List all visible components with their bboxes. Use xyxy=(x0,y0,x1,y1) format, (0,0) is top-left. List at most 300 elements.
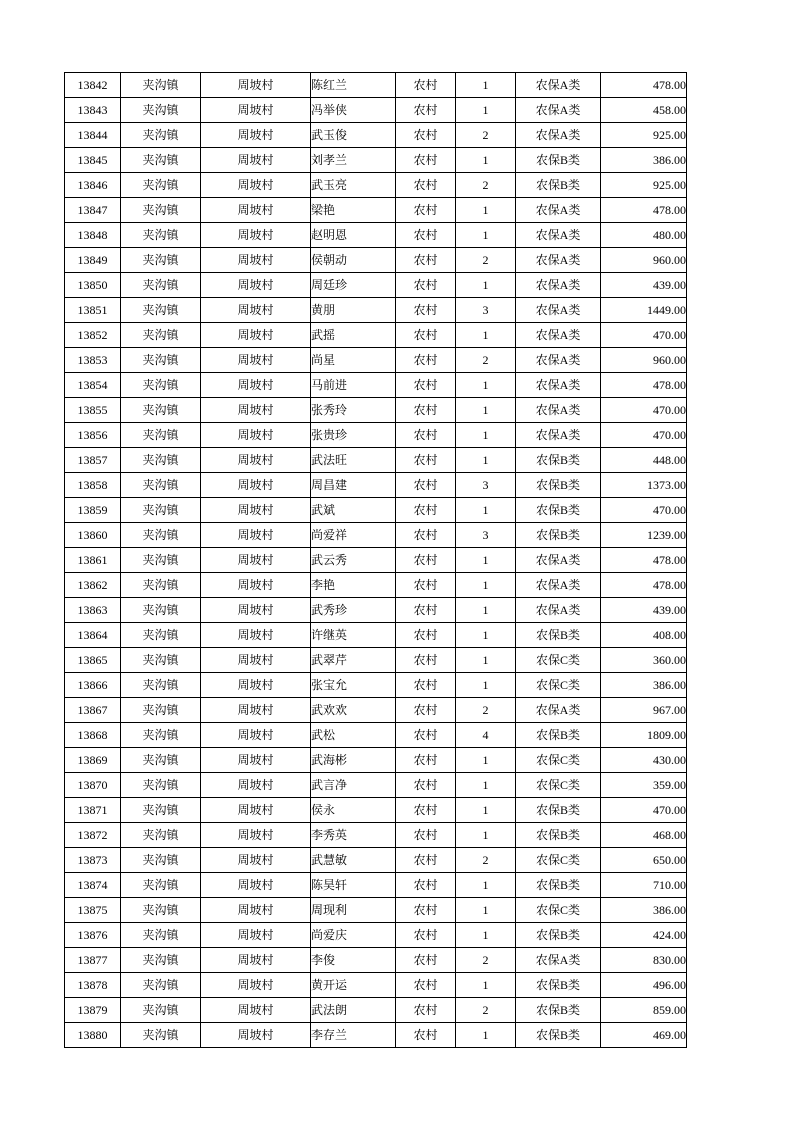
count-cell: 4 xyxy=(456,723,516,748)
table-row xyxy=(65,648,687,673)
category-cell: 农村 xyxy=(396,798,456,823)
name-cell: 陈红兰 xyxy=(311,73,396,98)
id-cell: 13850 xyxy=(65,273,121,298)
town-cell: 夹沟镇 xyxy=(121,723,201,748)
insurance-type-cell: 农保A类 xyxy=(516,248,601,273)
category-cell: 农村 xyxy=(396,548,456,573)
insurance-type-cell: 农保B类 xyxy=(516,523,601,548)
name-cell: 武玉亮 xyxy=(311,173,396,198)
insurance-type-cell: 农保B类 xyxy=(516,798,601,823)
amount-cell: 386.00 xyxy=(601,148,687,173)
town-cell: 夹沟镇 xyxy=(121,448,201,473)
name-cell: 武秀珍 xyxy=(311,598,396,623)
table-row xyxy=(65,223,687,248)
town-cell: 夹沟镇 xyxy=(121,598,201,623)
name-cell: 李秀英 xyxy=(311,823,396,848)
amount-cell: 650.00 xyxy=(601,848,687,873)
village-cell: 周坡村 xyxy=(201,648,311,673)
amount-cell: 1239.00 xyxy=(601,523,687,548)
category-cell: 农村 xyxy=(396,573,456,598)
category-cell: 农村 xyxy=(396,123,456,148)
insurance-type-cell: 农保B类 xyxy=(516,448,601,473)
table-row xyxy=(65,873,687,898)
amount-cell: 469.00 xyxy=(601,1023,687,1048)
category-cell: 农村 xyxy=(396,823,456,848)
count-cell: 1 xyxy=(456,73,516,98)
amount-cell: 925.00 xyxy=(601,123,687,148)
village-cell: 周坡村 xyxy=(201,123,311,148)
count-cell: 3 xyxy=(456,523,516,548)
table-row xyxy=(65,948,687,973)
amount-cell: 710.00 xyxy=(601,873,687,898)
name-cell: 赵明恩 xyxy=(311,223,396,248)
id-cell: 13874 xyxy=(65,873,121,898)
category-cell: 农村 xyxy=(396,148,456,173)
amount-cell: 470.00 xyxy=(601,323,687,348)
town-cell: 夹沟镇 xyxy=(121,273,201,298)
village-cell: 周坡村 xyxy=(201,873,311,898)
insurance-type-cell: 农保A类 xyxy=(516,198,601,223)
category-cell: 农村 xyxy=(396,323,456,348)
insurance-type-cell: 农保B类 xyxy=(516,623,601,648)
id-cell: 13871 xyxy=(65,798,121,823)
insurance-type-cell: 农保B类 xyxy=(516,998,601,1023)
insurance-type-cell: 农保A类 xyxy=(516,948,601,973)
town-cell: 夹沟镇 xyxy=(121,423,201,448)
id-cell: 13869 xyxy=(65,748,121,773)
name-cell: 周现利 xyxy=(311,898,396,923)
insurance-type-cell: 农保B类 xyxy=(516,973,601,998)
village-cell: 周坡村 xyxy=(201,273,311,298)
village-cell: 周坡村 xyxy=(201,698,311,723)
count-cell: 2 xyxy=(456,173,516,198)
insurance-type-cell: 农保A类 xyxy=(516,548,601,573)
table-row xyxy=(65,98,687,123)
amount-cell: 458.00 xyxy=(601,98,687,123)
table-row xyxy=(65,173,687,198)
id-cell: 13845 xyxy=(65,148,121,173)
amount-cell: 470.00 xyxy=(601,498,687,523)
village-cell: 周坡村 xyxy=(201,73,311,98)
insurance-type-cell: 农保A类 xyxy=(516,98,601,123)
category-cell: 农村 xyxy=(396,998,456,1023)
amount-cell: 1373.00 xyxy=(601,473,687,498)
id-cell: 13876 xyxy=(65,923,121,948)
name-cell: 武翠芹 xyxy=(311,648,396,673)
id-cell: 13878 xyxy=(65,973,121,998)
insurance-type-cell: 农保B类 xyxy=(516,148,601,173)
town-cell: 夹沟镇 xyxy=(121,573,201,598)
village-cell: 周坡村 xyxy=(201,598,311,623)
id-cell: 13847 xyxy=(65,198,121,223)
category-cell: 农村 xyxy=(396,623,456,648)
name-cell: 张秀玲 xyxy=(311,398,396,423)
id-cell: 13853 xyxy=(65,348,121,373)
category-cell: 农村 xyxy=(396,273,456,298)
name-cell: 尚爱庆 xyxy=(311,923,396,948)
insurance-type-cell: 农保B类 xyxy=(516,873,601,898)
table-row xyxy=(65,73,687,98)
village-cell: 周坡村 xyxy=(201,198,311,223)
category-cell: 农村 xyxy=(396,948,456,973)
id-cell: 13848 xyxy=(65,223,121,248)
town-cell: 夹沟镇 xyxy=(121,648,201,673)
count-cell: 1 xyxy=(456,423,516,448)
count-cell: 1 xyxy=(456,148,516,173)
table-row xyxy=(65,823,687,848)
category-cell: 农村 xyxy=(396,248,456,273)
name-cell: 周昌建 xyxy=(311,473,396,498)
count-cell: 1 xyxy=(456,273,516,298)
category-cell: 农村 xyxy=(396,173,456,198)
beneficiary-table xyxy=(64,72,687,1048)
table-row xyxy=(65,1023,687,1048)
count-cell: 2 xyxy=(456,948,516,973)
amount-cell: 468.00 xyxy=(601,823,687,848)
name-cell: 尚爱祥 xyxy=(311,523,396,548)
name-cell: 冯举侠 xyxy=(311,98,396,123)
count-cell: 1 xyxy=(456,898,516,923)
village-cell: 周坡村 xyxy=(201,998,311,1023)
amount-cell: 925.00 xyxy=(601,173,687,198)
village-cell: 周坡村 xyxy=(201,773,311,798)
amount-cell: 478.00 xyxy=(601,198,687,223)
village-cell: 周坡村 xyxy=(201,573,311,598)
name-cell: 武云秀 xyxy=(311,548,396,573)
count-cell: 1 xyxy=(456,323,516,348)
table-row xyxy=(65,573,687,598)
amount-cell: 967.00 xyxy=(601,698,687,723)
name-cell: 马前进 xyxy=(311,373,396,398)
table-row xyxy=(65,848,687,873)
insurance-type-cell: 农保A类 xyxy=(516,323,601,348)
insurance-type-cell: 农保B类 xyxy=(516,823,601,848)
id-cell: 13873 xyxy=(65,848,121,873)
village-cell: 周坡村 xyxy=(201,98,311,123)
category-cell: 农村 xyxy=(396,773,456,798)
town-cell: 夹沟镇 xyxy=(121,398,201,423)
table-row xyxy=(65,598,687,623)
category-cell: 农村 xyxy=(396,973,456,998)
amount-cell: 480.00 xyxy=(601,223,687,248)
name-cell: 武松 xyxy=(311,723,396,748)
town-cell: 夹沟镇 xyxy=(121,873,201,898)
village-cell: 周坡村 xyxy=(201,623,311,648)
insurance-type-cell: 农保C类 xyxy=(516,648,601,673)
count-cell: 1 xyxy=(456,598,516,623)
category-cell: 农村 xyxy=(396,373,456,398)
table-row xyxy=(65,998,687,1023)
category-cell: 农村 xyxy=(396,448,456,473)
town-cell: 夹沟镇 xyxy=(121,173,201,198)
town-cell: 夹沟镇 xyxy=(121,773,201,798)
town-cell: 夹沟镇 xyxy=(121,473,201,498)
table-row xyxy=(65,973,687,998)
table-row xyxy=(65,923,687,948)
table-body xyxy=(65,73,687,1048)
category-cell: 农村 xyxy=(396,348,456,373)
town-cell: 夹沟镇 xyxy=(121,748,201,773)
table-row xyxy=(65,523,687,548)
insurance-type-cell: 农保C类 xyxy=(516,748,601,773)
table-row xyxy=(65,323,687,348)
count-cell: 1 xyxy=(456,98,516,123)
count-cell: 3 xyxy=(456,473,516,498)
category-cell: 农村 xyxy=(396,723,456,748)
category-cell: 农村 xyxy=(396,398,456,423)
insurance-type-cell: 农保C类 xyxy=(516,773,601,798)
town-cell: 夹沟镇 xyxy=(121,98,201,123)
amount-cell: 424.00 xyxy=(601,923,687,948)
town-cell: 夹沟镇 xyxy=(121,123,201,148)
amount-cell: 960.00 xyxy=(601,248,687,273)
insurance-type-cell: 农保A类 xyxy=(516,373,601,398)
village-cell: 周坡村 xyxy=(201,973,311,998)
town-cell: 夹沟镇 xyxy=(121,823,201,848)
id-cell: 13877 xyxy=(65,948,121,973)
amount-cell: 408.00 xyxy=(601,623,687,648)
town-cell: 夹沟镇 xyxy=(121,298,201,323)
name-cell: 张宝允 xyxy=(311,673,396,698)
category-cell: 农村 xyxy=(396,98,456,123)
amount-cell: 359.00 xyxy=(601,773,687,798)
village-cell: 周坡村 xyxy=(201,223,311,248)
count-cell: 2 xyxy=(456,998,516,1023)
village-cell: 周坡村 xyxy=(201,498,311,523)
count-cell: 1 xyxy=(456,1023,516,1048)
id-cell: 13857 xyxy=(65,448,121,473)
amount-cell: 430.00 xyxy=(601,748,687,773)
amount-cell: 1449.00 xyxy=(601,298,687,323)
count-cell: 1 xyxy=(456,223,516,248)
count-cell: 2 xyxy=(456,248,516,273)
insurance-type-cell: 农保B类 xyxy=(516,473,601,498)
town-cell: 夹沟镇 xyxy=(121,923,201,948)
insurance-type-cell: 农保B类 xyxy=(516,498,601,523)
id-cell: 13861 xyxy=(65,548,121,573)
amount-cell: 470.00 xyxy=(601,423,687,448)
town-cell: 夹沟镇 xyxy=(121,523,201,548)
id-cell: 13864 xyxy=(65,623,121,648)
category-cell: 农村 xyxy=(396,648,456,673)
town-cell: 夹沟镇 xyxy=(121,73,201,98)
table-row xyxy=(65,448,687,473)
category-cell: 农村 xyxy=(396,473,456,498)
amount-cell: 386.00 xyxy=(601,673,687,698)
insurance-type-cell: 农保A类 xyxy=(516,398,601,423)
count-cell: 1 xyxy=(456,923,516,948)
insurance-type-cell: 农保C类 xyxy=(516,673,601,698)
name-cell: 许继英 xyxy=(311,623,396,648)
town-cell: 夹沟镇 xyxy=(121,948,201,973)
id-cell: 13854 xyxy=(65,373,121,398)
amount-cell: 1809.00 xyxy=(601,723,687,748)
table-row xyxy=(65,473,687,498)
village-cell: 周坡村 xyxy=(201,673,311,698)
category-cell: 农村 xyxy=(396,223,456,248)
category-cell: 农村 xyxy=(396,198,456,223)
count-cell: 1 xyxy=(456,398,516,423)
town-cell: 夹沟镇 xyxy=(121,898,201,923)
table-row xyxy=(65,248,687,273)
amount-cell: 960.00 xyxy=(601,348,687,373)
name-cell: 黄朋 xyxy=(311,298,396,323)
table-row xyxy=(65,423,687,448)
id-cell: 13870 xyxy=(65,773,121,798)
table-row xyxy=(65,773,687,798)
count-cell: 1 xyxy=(456,773,516,798)
table-row xyxy=(65,198,687,223)
town-cell: 夹沟镇 xyxy=(121,248,201,273)
name-cell: 侯朝动 xyxy=(311,248,396,273)
category-cell: 农村 xyxy=(396,423,456,448)
name-cell: 李艳 xyxy=(311,573,396,598)
insurance-type-cell: 农保A类 xyxy=(516,73,601,98)
amount-cell: 360.00 xyxy=(601,648,687,673)
insurance-type-cell: 农保A类 xyxy=(516,123,601,148)
village-cell: 周坡村 xyxy=(201,823,311,848)
name-cell: 武摇 xyxy=(311,323,396,348)
id-cell: 13879 xyxy=(65,998,121,1023)
id-cell: 13875 xyxy=(65,898,121,923)
count-cell: 1 xyxy=(456,373,516,398)
id-cell: 13862 xyxy=(65,573,121,598)
table-row xyxy=(65,798,687,823)
village-cell: 周坡村 xyxy=(201,923,311,948)
count-cell: 1 xyxy=(456,623,516,648)
town-cell: 夹沟镇 xyxy=(121,373,201,398)
category-cell: 农村 xyxy=(396,1023,456,1048)
table-row xyxy=(65,123,687,148)
village-cell: 周坡村 xyxy=(201,848,311,873)
table-row xyxy=(65,373,687,398)
village-cell: 周坡村 xyxy=(201,348,311,373)
insurance-type-cell: 农保C类 xyxy=(516,848,601,873)
category-cell: 农村 xyxy=(396,523,456,548)
id-cell: 13860 xyxy=(65,523,121,548)
category-cell: 农村 xyxy=(396,923,456,948)
insurance-type-cell: 农保A类 xyxy=(516,273,601,298)
category-cell: 农村 xyxy=(396,673,456,698)
category-cell: 农村 xyxy=(396,873,456,898)
name-cell: 武法朗 xyxy=(311,998,396,1023)
village-cell: 周坡村 xyxy=(201,323,311,348)
count-cell: 1 xyxy=(456,823,516,848)
village-cell: 周坡村 xyxy=(201,473,311,498)
category-cell: 农村 xyxy=(396,748,456,773)
amount-cell: 478.00 xyxy=(601,73,687,98)
amount-cell: 386.00 xyxy=(601,898,687,923)
count-cell: 1 xyxy=(456,198,516,223)
table-row xyxy=(65,623,687,648)
amount-cell: 439.00 xyxy=(601,273,687,298)
id-cell: 13867 xyxy=(65,698,121,723)
table-row xyxy=(65,698,687,723)
town-cell: 夹沟镇 xyxy=(121,348,201,373)
insurance-type-cell: 农保B类 xyxy=(516,173,601,198)
id-cell: 13846 xyxy=(65,173,121,198)
id-cell: 13851 xyxy=(65,298,121,323)
village-cell: 周坡村 xyxy=(201,548,311,573)
amount-cell: 470.00 xyxy=(601,398,687,423)
amount-cell: 448.00 xyxy=(601,448,687,473)
insurance-type-cell: 农保A类 xyxy=(516,348,601,373)
town-cell: 夹沟镇 xyxy=(121,673,201,698)
category-cell: 农村 xyxy=(396,498,456,523)
insurance-type-cell: 农保A类 xyxy=(516,698,601,723)
name-cell: 李存兰 xyxy=(311,1023,396,1048)
insurance-type-cell: 农保C类 xyxy=(516,898,601,923)
village-cell: 周坡村 xyxy=(201,373,311,398)
table-row xyxy=(65,548,687,573)
amount-cell: 859.00 xyxy=(601,998,687,1023)
count-cell: 2 xyxy=(456,348,516,373)
name-cell: 陈昊轩 xyxy=(311,873,396,898)
village-cell: 周坡村 xyxy=(201,1023,311,1048)
insurance-type-cell: 农保A类 xyxy=(516,298,601,323)
id-cell: 13843 xyxy=(65,98,121,123)
category-cell: 农村 xyxy=(396,598,456,623)
table-row xyxy=(65,273,687,298)
name-cell: 刘孝兰 xyxy=(311,148,396,173)
category-cell: 农村 xyxy=(396,698,456,723)
town-cell: 夹沟镇 xyxy=(121,323,201,348)
insurance-type-cell: 农保B类 xyxy=(516,923,601,948)
town-cell: 夹沟镇 xyxy=(121,973,201,998)
count-cell: 1 xyxy=(456,498,516,523)
town-cell: 夹沟镇 xyxy=(121,198,201,223)
id-cell: 13872 xyxy=(65,823,121,848)
village-cell: 周坡村 xyxy=(201,398,311,423)
count-cell: 1 xyxy=(456,873,516,898)
name-cell: 周廷珍 xyxy=(311,273,396,298)
town-cell: 夹沟镇 xyxy=(121,148,201,173)
village-cell: 周坡村 xyxy=(201,248,311,273)
id-cell: 13880 xyxy=(65,1023,121,1048)
name-cell: 武斌 xyxy=(311,498,396,523)
category-cell: 农村 xyxy=(396,848,456,873)
insurance-type-cell: 农保A类 xyxy=(516,423,601,448)
id-cell: 13842 xyxy=(65,73,121,98)
village-cell: 周坡村 xyxy=(201,448,311,473)
village-cell: 周坡村 xyxy=(201,748,311,773)
town-cell: 夹沟镇 xyxy=(121,848,201,873)
table-row xyxy=(65,748,687,773)
id-cell: 13865 xyxy=(65,648,121,673)
name-cell: 梁艳 xyxy=(311,198,396,223)
insurance-type-cell: 农保B类 xyxy=(516,1023,601,1048)
village-cell: 周坡村 xyxy=(201,898,311,923)
id-cell: 13852 xyxy=(65,323,121,348)
town-cell: 夹沟镇 xyxy=(121,998,201,1023)
town-cell: 夹沟镇 xyxy=(121,623,201,648)
count-cell: 1 xyxy=(456,973,516,998)
table-row xyxy=(65,498,687,523)
count-cell: 2 xyxy=(456,698,516,723)
amount-cell: 478.00 xyxy=(601,373,687,398)
category-cell: 农村 xyxy=(396,298,456,323)
town-cell: 夹沟镇 xyxy=(121,498,201,523)
count-cell: 2 xyxy=(456,848,516,873)
insurance-type-cell: 农保A类 xyxy=(516,573,601,598)
id-cell: 13859 xyxy=(65,498,121,523)
name-cell: 武法旺 xyxy=(311,448,396,473)
table-row xyxy=(65,298,687,323)
village-cell: 周坡村 xyxy=(201,798,311,823)
amount-cell: 439.00 xyxy=(601,598,687,623)
town-cell: 夹沟镇 xyxy=(121,223,201,248)
name-cell: 侯永 xyxy=(311,798,396,823)
